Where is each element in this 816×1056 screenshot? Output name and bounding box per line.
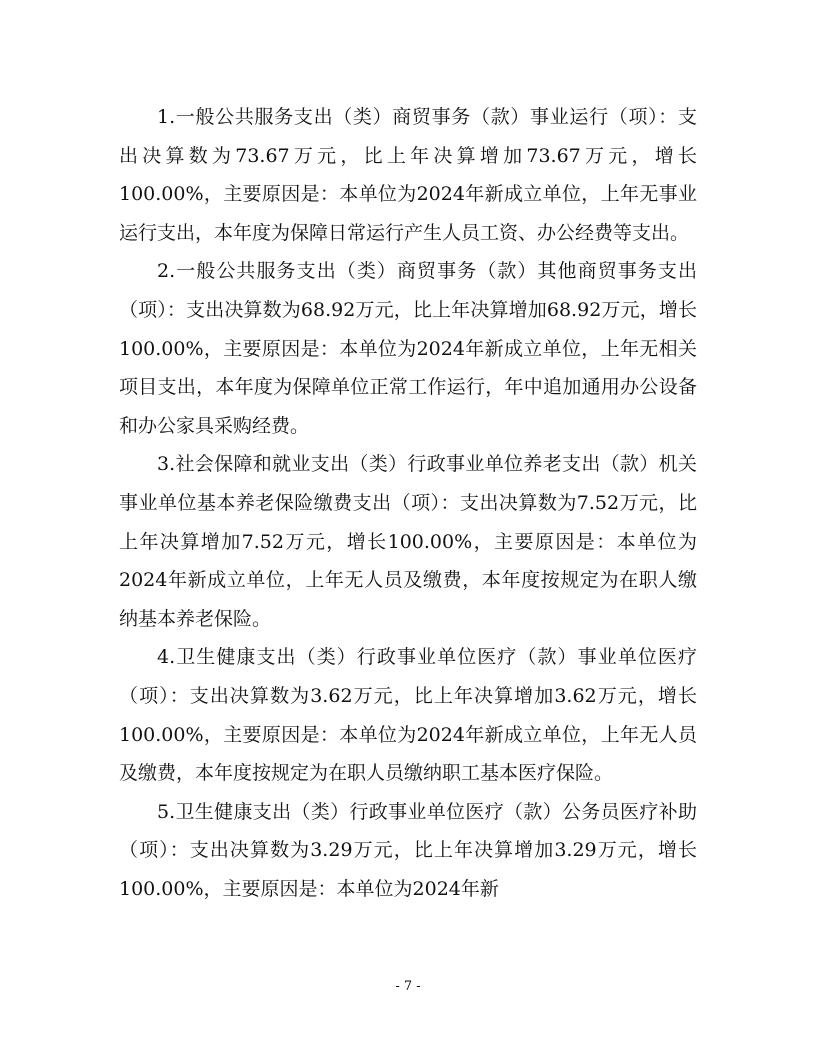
paragraph-1: 1.一般公共服务支出（类）商贸事务（款）事业运行（项）：支出决算数为73.67万元，比上年决算增加73.67万元，增长100.00%，主要原因是：本单位为2024年新成立单位，上年无事业运行支出，本年度为保障日常运行产生人员工资、办公经费等支出。 <box>119 106 697 244</box>
paragraph-5: 5.卫生健康支出（类）行政事业单位医疗（款）公务员医疗补助（项）：支出决算数为3.29万元，比上年决算增加3.29万元，增长100.00%，主要原因是：本单位为2024年新 <box>119 800 697 900</box>
paragraph-2: 2.一般公共服务支出（类）商贸事务（款）其他商贸事务支出（项）：支出决算数为68.92万元，比上年决算增加68.92万元，增长100.00%，主要原因是：本单位为2024年新成立单位，上年无相关项目支出，本年度为保障单位正常工作运行，年中追加通用办公设备和办公家具采购经费。 <box>119 260 697 437</box>
body-text <box>119 98 697 908</box>
paragraph-4: 4.卫生健康支出（类）行政事业单位医疗（款）事业单位医疗（项）：支出决算数为3.62万元，比上年决算增加3.62万元，增长100.00%，主要原因是：本单位为2024年新成立单位，上年无人员及缴费，本年度按规定为在职人员缴纳职工基本医疗保险。 <box>119 646 697 785</box>
page-number: - 7 - <box>395 979 421 994</box>
paragraph-3: 3.社会保障和就业支出（类）行政事业单位养老支出（款）机关事业单位基本养老保险缴费支出（项）：支出决算数为7.52万元，比上年决算增加7.52万元，增长100.00%，主要原因是：本单位为2024年新成立单位，上年无人员及缴费，本年度按规定为在职人缴纳基本养老保险。 <box>119 453 697 630</box>
